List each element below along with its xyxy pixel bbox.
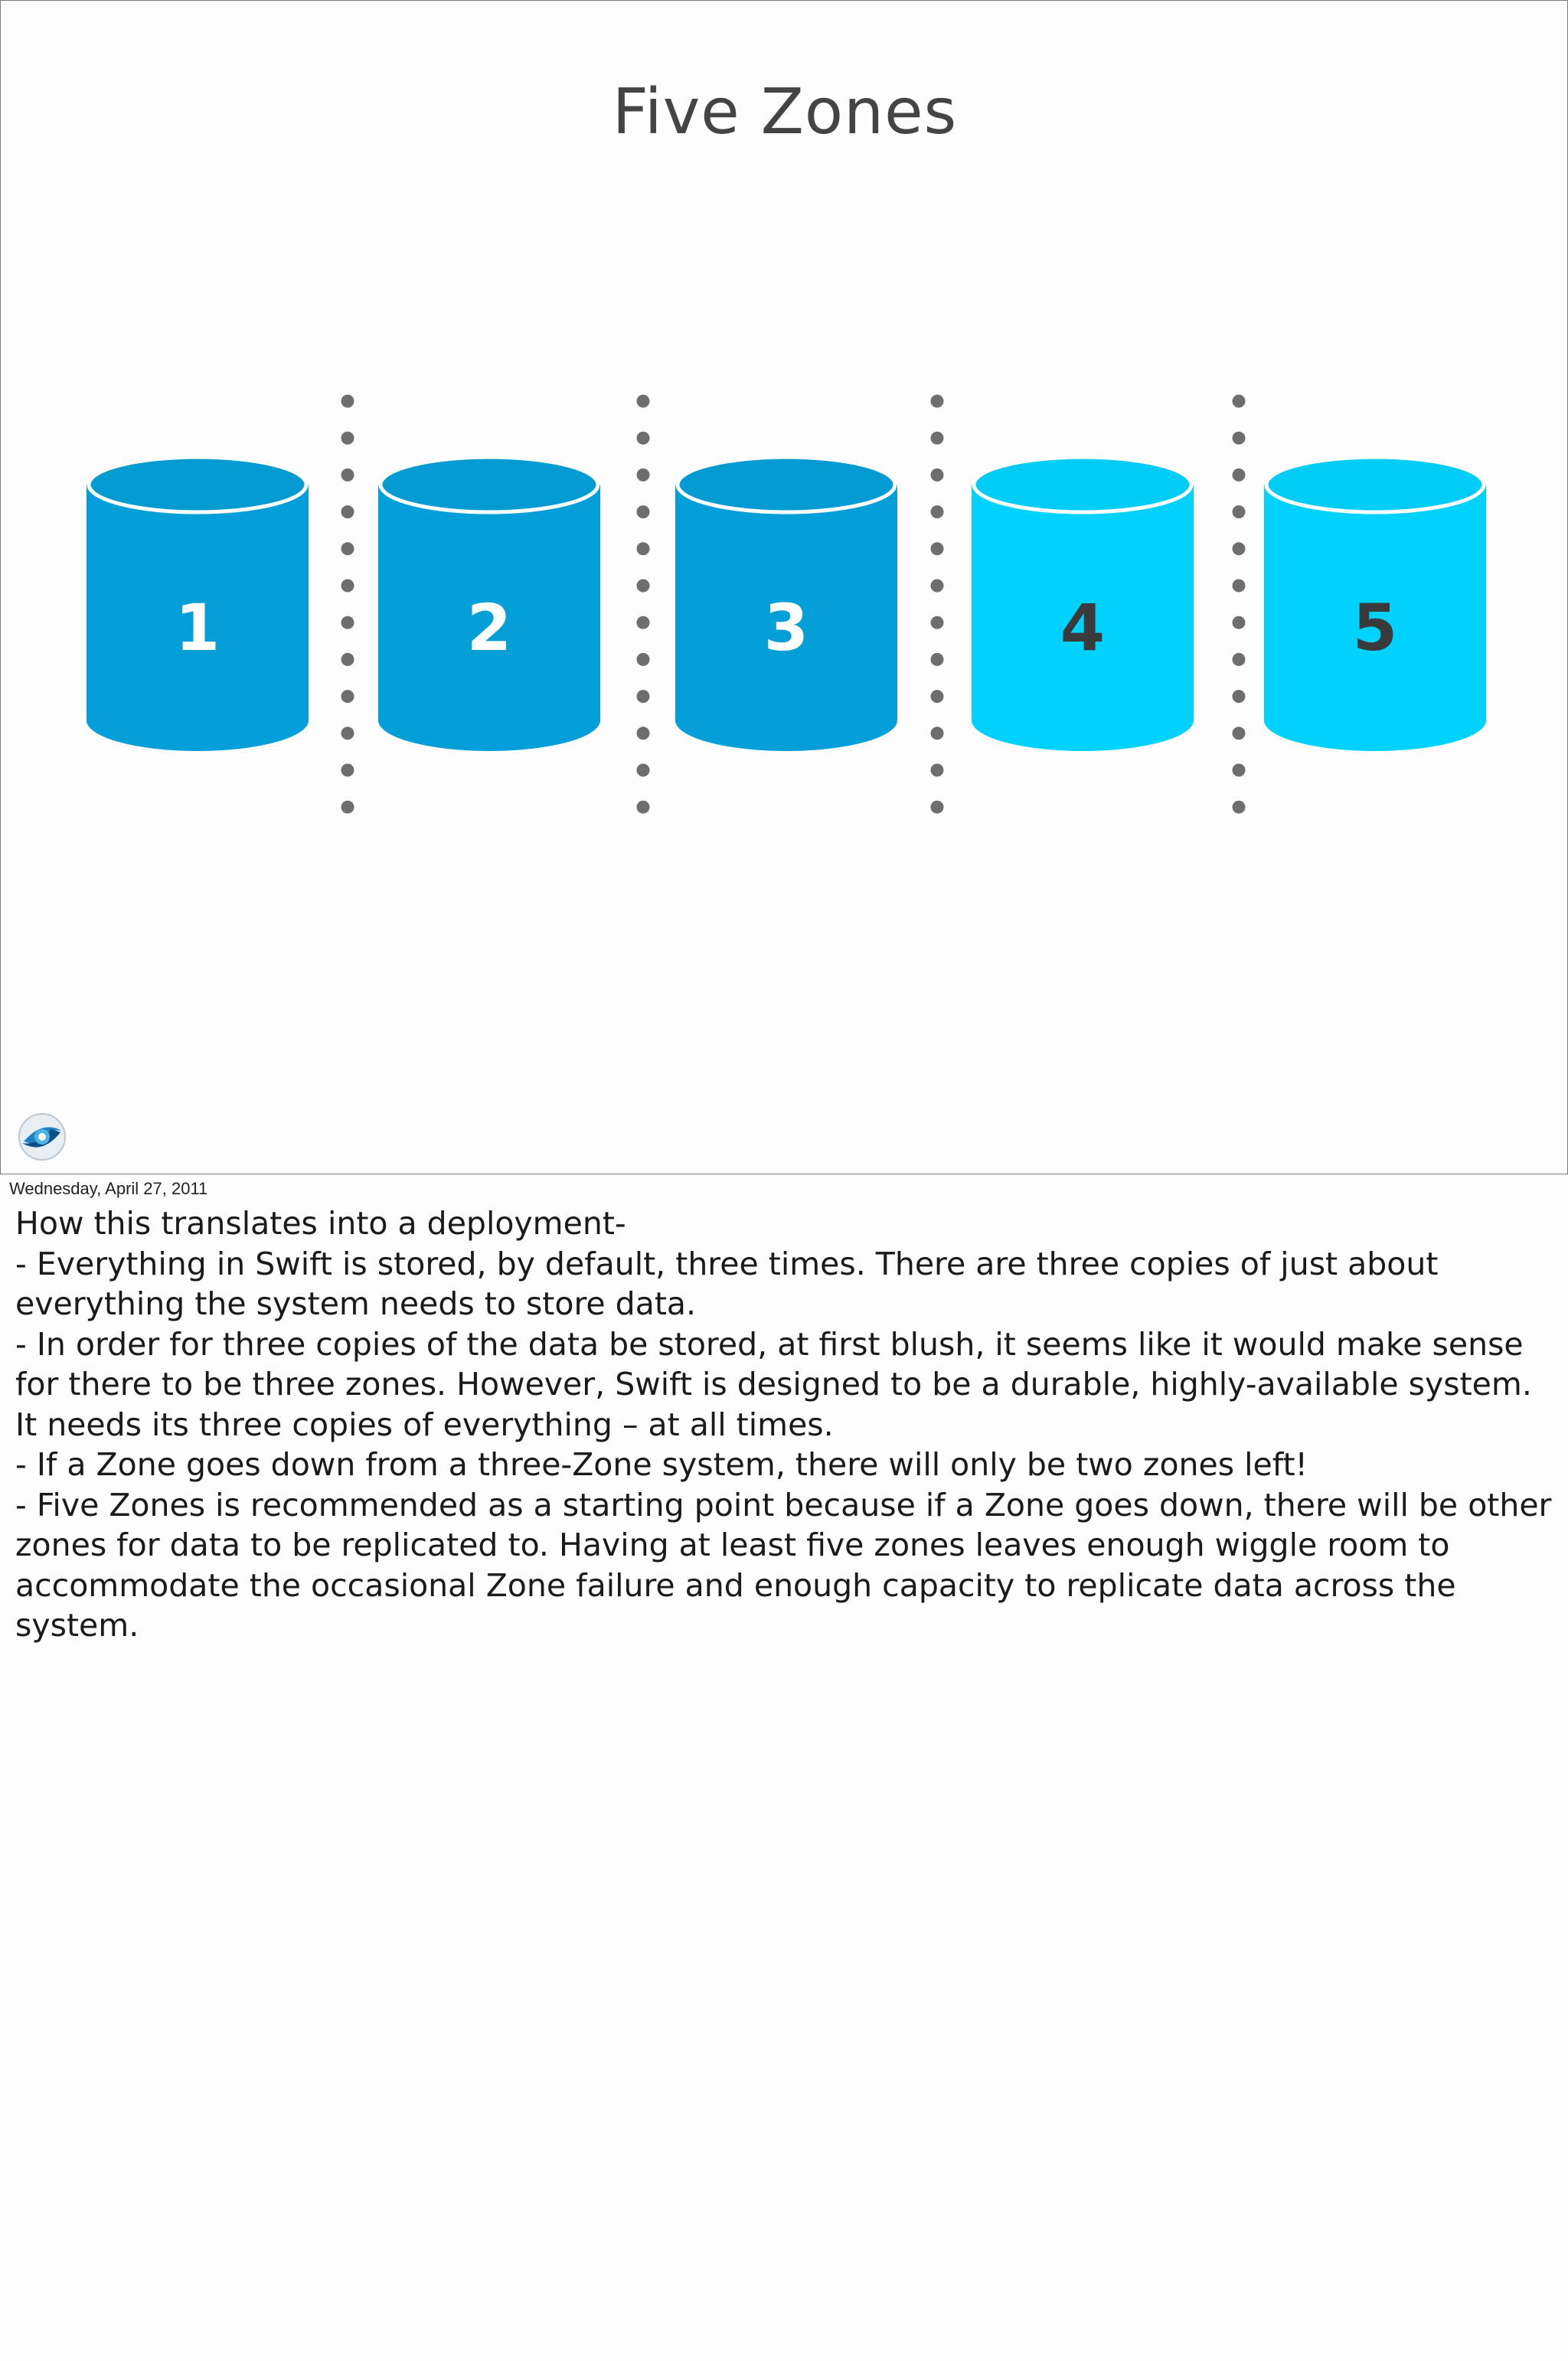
separator-dot (931, 580, 944, 593)
separator-dot (637, 542, 650, 555)
separator-dot (341, 580, 354, 593)
separator-dot (931, 690, 944, 703)
separator-dot (637, 801, 650, 814)
separator-dot (1233, 395, 1246, 408)
separator-dot (931, 616, 944, 629)
separator-dot (1233, 432, 1246, 445)
notes-line: How this translates into a deployment- (15, 1205, 626, 1242)
separator-dot (341, 469, 354, 482)
zones-diagram (1, 1, 1568, 1174)
separator-dot (341, 616, 354, 629)
separator-dot (637, 727, 650, 740)
notes-line: - If a Zone goes down from a three-Zone system, there will only be two zones left! (15, 1446, 1308, 1483)
zone-label: 3 (763, 590, 809, 665)
cylinder-top-inner (976, 459, 1189, 510)
separator-dot (637, 395, 650, 408)
separator-dot (341, 764, 354, 777)
separator-dot (1233, 542, 1246, 555)
separator-3 (931, 395, 944, 814)
separator-dot (1233, 690, 1246, 703)
cylinder-top-inner (680, 459, 893, 510)
zone-cylinder-3 (675, 457, 897, 751)
zone-label: 5 (1352, 590, 1398, 665)
cylinder-top-inner (91, 459, 304, 510)
separator-dot (637, 764, 650, 777)
cylinder-top-inner (1269, 459, 1481, 510)
separator-dot (1233, 469, 1246, 482)
separator-dot (341, 505, 354, 518)
separator-dot (1233, 764, 1246, 777)
separator-dot (931, 653, 944, 666)
slide-date: Wednesday, April 27, 2011 (9, 1179, 208, 1198)
separator-dot (637, 469, 650, 482)
zone-cylinder-2 (378, 457, 600, 751)
separator-2 (637, 395, 650, 814)
separator-dot (637, 616, 650, 629)
notes-line: - Everything in Swift is stored, by default, three times. There are three copies of just about everything the system needs to store data. (15, 1245, 1449, 1322)
separator-dot (1233, 727, 1246, 740)
zone-cylinders (87, 457, 1486, 751)
zone-cylinder-5 (1264, 457, 1486, 751)
separator-dot (341, 395, 354, 408)
separator-dot (341, 727, 354, 740)
separator-1 (341, 395, 354, 814)
speaker-notes (15, 1203, 1562, 1646)
separator-dot (341, 690, 354, 703)
zone-cylinder-4 (972, 457, 1194, 751)
slide-title: Five Zones (612, 76, 958, 149)
zone-label: 4 (1060, 590, 1106, 665)
separator-dot (931, 469, 944, 482)
separator-dot (637, 653, 650, 666)
separator-dot (931, 505, 944, 518)
zone-label: 2 (466, 590, 512, 665)
separator-dot (637, 432, 650, 445)
separator-dot (1233, 801, 1246, 814)
separator-dot (341, 542, 354, 555)
separator-dot (931, 395, 944, 408)
cylinder-top-inner (383, 459, 596, 510)
separator-dot (637, 690, 650, 703)
separator-dot (931, 432, 944, 445)
notes-line: - In order for three copies of the data be stored, at first blush, it seems like it would make sense for there to be three zones. However, Swift is designed to be a durable, highly-available system. It needs its three copies of everything – at all times. (15, 1325, 1542, 1443)
zone-cylinder-1 (87, 457, 309, 751)
separator-dot (341, 653, 354, 666)
separator-4 (1233, 395, 1246, 814)
separator-dot (1233, 653, 1246, 666)
separator-dot (931, 764, 944, 777)
openstack-swift-logo-icon (16, 1111, 68, 1163)
separator-dot (341, 432, 354, 445)
separator-dot (931, 542, 944, 555)
separator-dot (931, 727, 944, 740)
separator-dot (931, 801, 944, 814)
slide (0, 0, 1568, 1174)
separator-dot (637, 580, 650, 593)
separator-dot (341, 801, 354, 814)
separator-dot (1233, 505, 1246, 518)
separator-dot (1233, 580, 1246, 593)
notes-line: - Five Zones is recommended as a starting point because if a Zone goes down, there will be other zones for data to be replicated to. Having at least five zones leaves enough wiggle room to accommodate the occasional Zone failure and enough capacity to replicate data across the system. (15, 1486, 1562, 1644)
zone-label: 1 (175, 590, 220, 665)
separator-dot (1233, 616, 1246, 629)
separator-dot (637, 505, 650, 518)
